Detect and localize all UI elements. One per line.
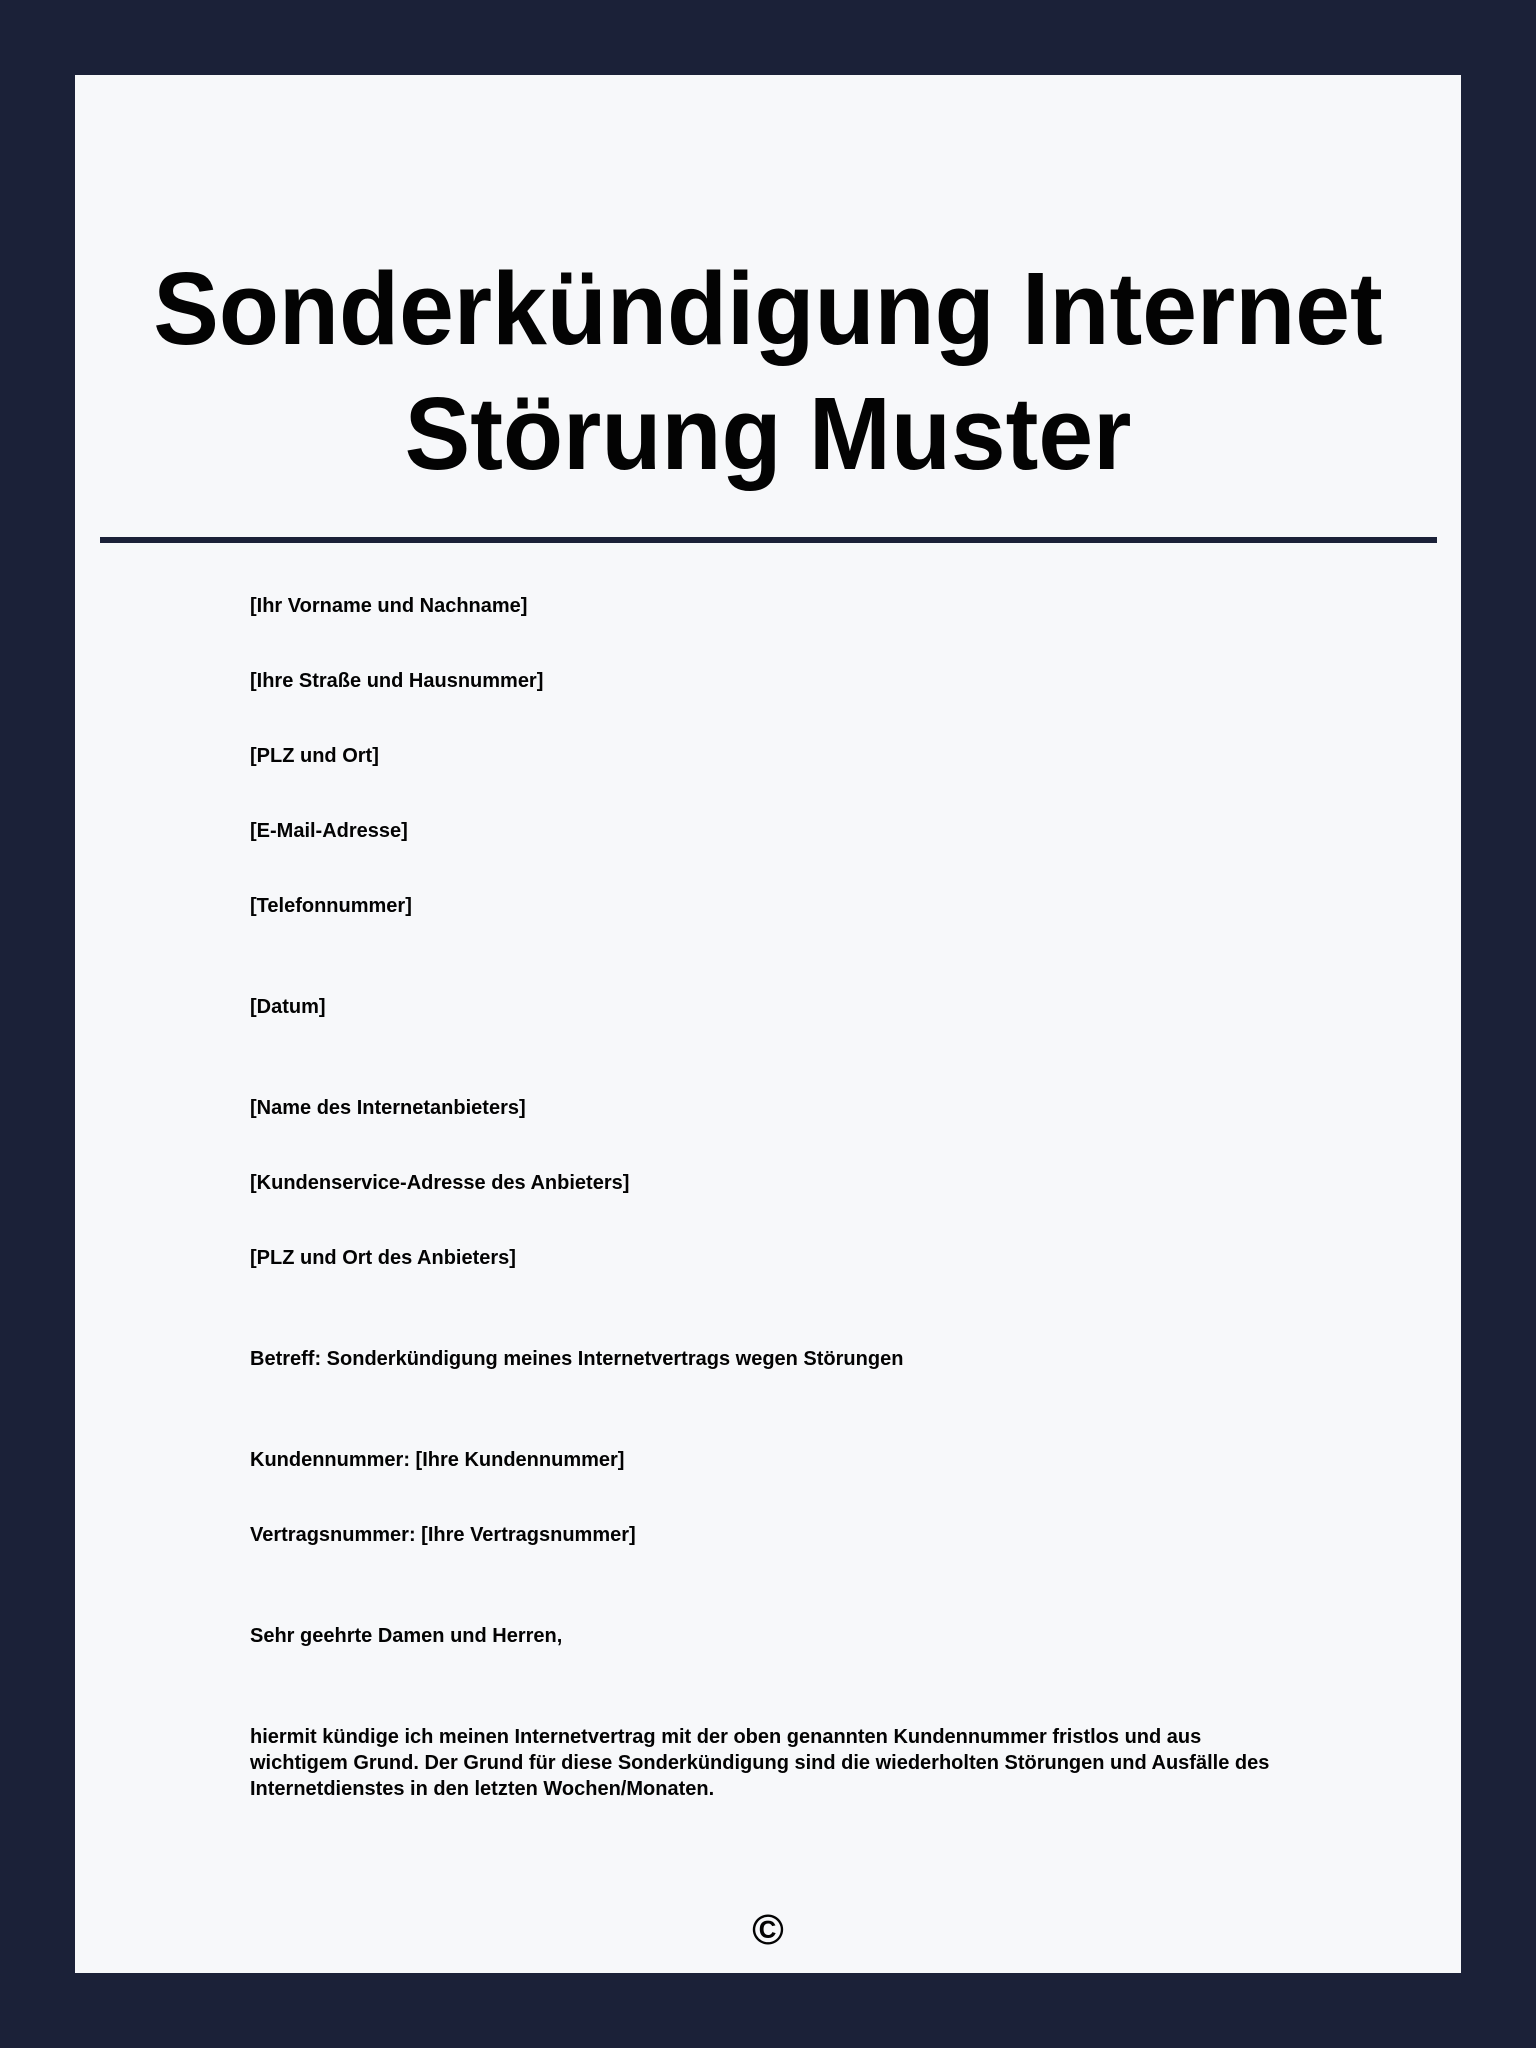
recipient-name-line: [Name des Internetanbieters]: [250, 1097, 526, 1119]
subject-line: Betreff: Sonderkündigung meines Internetvertrags wegen Störungen: [250, 1348, 904, 1370]
title-line-2: Störung Muster: [404, 376, 1132, 491]
letter-content: [250, 593, 1401, 1802]
body-paragraph-line-2: wichtigem Grund. Der Grund für diese Sonderkündigung sind die wiederholten Störungen und Ausfälle des: [250, 1752, 1270, 1774]
sender-name-line: [Ihr Vorname und Nachname]: [250, 595, 528, 617]
customer-number-line: Kundennummer: [Ihre Kundennummer]: [250, 1449, 625, 1471]
body-paragraph-line-3: Internetdienstes in den letzten Wochen/Monaten.: [250, 1778, 715, 1800]
document-page: [75, 75, 1461, 1973]
title-line-1: Sonderkündigung Internet: [153, 251, 1383, 366]
recipient-address-line: [Kundenservice-Adresse des Anbieters]: [250, 1172, 630, 1194]
sender-city-line: [PLZ und Ort]: [250, 745, 379, 767]
title-divider-rule: [100, 537, 1437, 543]
recipient-city-line: [PLZ und Ort des Anbieters]: [250, 1247, 516, 1269]
copyright-icon: ©: [752, 1906, 784, 1954]
salutation-line: Sehr geehrte Damen und Herren,: [250, 1625, 563, 1647]
sender-email-line: [E-Mail-Adresse]: [250, 820, 408, 842]
sender-street-line: [Ihre Straße und Hausnummer]: [250, 670, 544, 692]
body-paragraph-line-1: hiermit kündige ich meinen Internetvertrag mit der oben genannten Kundennummer fristlos und aus: [250, 1726, 1202, 1748]
contract-number-line: Vertragsnummer: [Ihre Vertragsnummer]: [250, 1524, 636, 1546]
sender-phone-line: [Telefonnummer]: [250, 895, 412, 917]
body-paragraph: [250, 1724, 1401, 1802]
document-title: [75, 246, 1461, 496]
date-line: [Datum]: [250, 996, 326, 1018]
